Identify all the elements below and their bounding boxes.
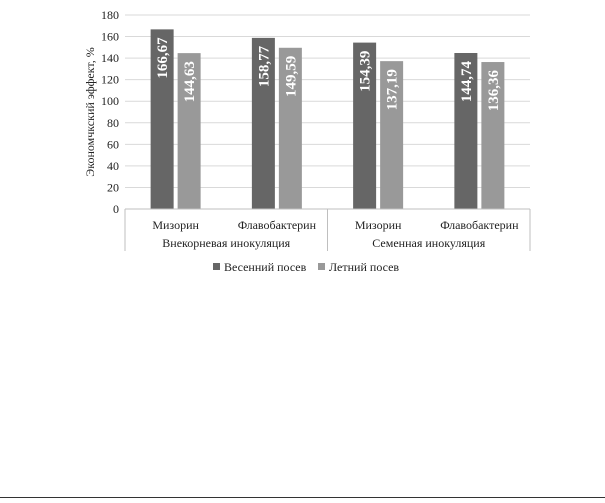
y-tick-label: 160 xyxy=(101,29,119,44)
data-label: 149,59 xyxy=(283,55,300,98)
data-label: 144,63 xyxy=(182,61,199,103)
legend-swatch xyxy=(318,263,325,270)
y-tick-label: 100 xyxy=(101,94,119,109)
bars xyxy=(151,29,505,209)
data-label: 166,67 xyxy=(155,37,172,79)
legend xyxy=(213,260,399,274)
y-tick-label: 140 xyxy=(101,51,119,66)
category-label: Флавобактерин xyxy=(237,218,317,232)
data-label: 158,77 xyxy=(256,45,273,88)
legend-label: Весенний посев xyxy=(224,260,307,274)
data-label: 154,39 xyxy=(357,50,374,92)
group-label: Внекорневая инокуляция xyxy=(162,236,291,250)
category-label: Мизорин xyxy=(152,218,199,232)
y-tick-label: 180 xyxy=(101,8,119,22)
category-label: Мизорин xyxy=(354,218,402,232)
y-tick-label: 0 xyxy=(113,202,119,216)
data-label: 136,36 xyxy=(485,70,502,112)
legend-label: Летний посев xyxy=(329,260,400,274)
y-tick-label: 20 xyxy=(107,180,119,195)
legend-swatch xyxy=(213,263,220,270)
y-tick-label: 80 xyxy=(107,115,119,130)
data-label: 137,19 xyxy=(384,69,401,111)
y-tick-label: 60 xyxy=(107,137,119,152)
y-tick-label: 120 xyxy=(101,72,119,87)
y-tick-label: 40 xyxy=(107,158,119,173)
category-label: Флавобактерин xyxy=(440,218,519,232)
y-axis-label: Экономчкский эффект, % xyxy=(83,47,97,177)
page-bottom-rule xyxy=(0,497,605,498)
data-label: 144,74 xyxy=(458,61,475,103)
group-label: Семенная инокуляция xyxy=(372,236,486,250)
